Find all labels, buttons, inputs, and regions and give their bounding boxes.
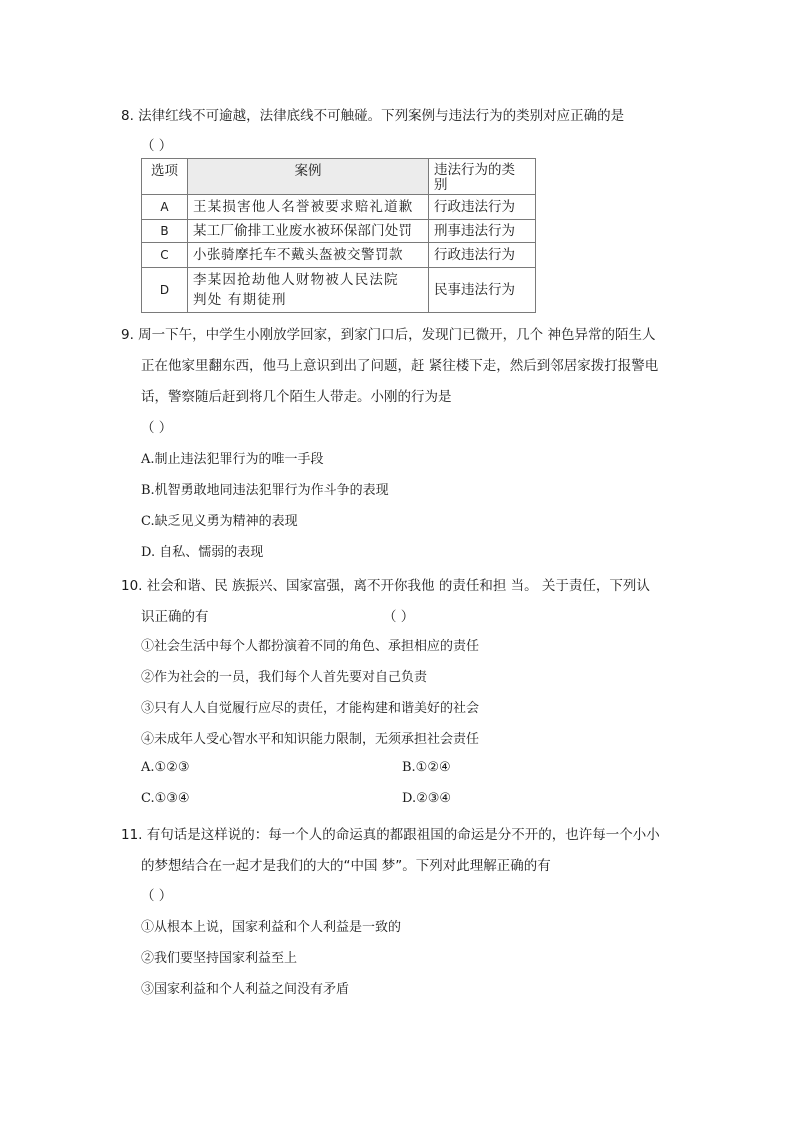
row-option: A — [142, 195, 188, 220]
q9-option-b: B.机智勇敢地同违法犯罪行为作斗争的表现 — [141, 483, 389, 498]
row-option: D — [142, 268, 188, 313]
row-option: B — [142, 220, 188, 243]
q11-stem-line2: 的梦想结合在一起才是我们的大的“中国 梦”。下列对此理解正确的有 — [141, 858, 551, 874]
header-type — [429, 159, 536, 195]
q10-statement-1: ①社会生活中每个人都扮演着不同的角色、承担相应的责任 — [141, 639, 480, 654]
q10-option-d: D.②③④ — [402, 791, 452, 806]
q10-stem-line1: 10. 社会和谐、民 族振兴、国家富强，离不开你我他 的责任和担 当。 关于责任，下列认 — [121, 578, 650, 594]
q11-answer-bracket: （ ） — [141, 888, 173, 904]
q9-stem-line2: 正在他家里翻东西，他马上意识到出了问题，赶 紧往楼下走，然后到邻居家拨打报警电 — [141, 358, 659, 374]
header-option: 选项 — [142, 159, 188, 195]
row-type: 行政违法行为 — [429, 195, 536, 220]
row-type: 刑事违法行为 — [429, 220, 536, 243]
q11-statement-1: ①从根本上说，国家利益和个人利益是一致的 — [141, 920, 402, 935]
q10-option-c: C.①③④ — [141, 791, 190, 806]
q10-statement-3: ③只有人人自觉履行应尽的责任，才能构建和谐美好的社会 — [141, 701, 480, 716]
q8-case-table — [141, 158, 536, 313]
q11-stem-line1: 11. 有句话是这样说的：每一个人的命运真的都跟祖国的命运是分不开的，也许每一个小小 — [121, 827, 660, 843]
q10-statement-4: ④未成年人受心智水平和知识能力限制，无须承担社会责任 — [141, 732, 480, 747]
table-row — [142, 195, 536, 220]
row-option: C — [142, 243, 188, 268]
q11-statement-2: ②我们要坚持国家利益至上 — [141, 951, 298, 966]
row-type: 民事违法行为 — [429, 268, 536, 313]
table-row — [142, 243, 536, 268]
table-header-row — [142, 159, 536, 195]
row-case — [188, 268, 429, 313]
q10-statement-2: ②作为社会的一员，我们每个人首先要对自己负责 — [141, 670, 428, 685]
q10-stem-line2: 识正确的有 — [141, 609, 209, 625]
q8-answer-bracket: （ ） — [141, 138, 173, 154]
q10-option-b: B.①②④ — [402, 760, 451, 775]
header-type-line1: 违法行为的类 — [434, 162, 515, 178]
row-case: 小张骑摩托车不戴头盔被交警罚款 — [188, 243, 429, 268]
header-type-line2: 别 — [434, 177, 448, 193]
row-case: 某工厂偷排工业废水被环保部门处罚 — [188, 220, 429, 243]
q9-option-c: C.缺乏见义勇为精神的表现 — [141, 514, 298, 529]
header-case: 案例 — [188, 159, 429, 195]
q9-stem-line3: 话，警察随后赶到将几个陌生人带走。小刚的行为是 — [141, 389, 452, 405]
row-case-line1: 李某因抢劫他人财物被人民法院 — [193, 272, 399, 288]
q9-option-a: A.制止违法犯罪行为的唯一手段 — [141, 452, 324, 467]
q10-answer-bracket: （ ） — [383, 609, 415, 625]
row-type: 行政违法行为 — [429, 243, 536, 268]
q10-option-a: A.①②③ — [141, 760, 190, 775]
row-case-line2: 判处 有期徒刑 — [193, 292, 287, 308]
table-row — [142, 268, 536, 313]
q9-answer-bracket: （ ） — [141, 420, 173, 436]
q8-stem: 8. 法律红线不可逾越，法律底线不可触碰。下列案例与违法行为的类别对应正确的是 — [121, 108, 625, 124]
q11-statement-3: ③国家利益和个人利益之间没有矛盾 — [141, 982, 350, 997]
row-case: 王某损害他人名誉被要求赔礼道歉 — [188, 195, 429, 220]
q9-stem-line1: 9. 周一下午，中学生小刚放学回家，到家门口后，发现门已微开，几个 神色异常的陌生人 — [121, 327, 656, 343]
q9-option-d: D. 自私、懦弱的表现 — [141, 545, 264, 560]
table-row — [142, 220, 536, 243]
